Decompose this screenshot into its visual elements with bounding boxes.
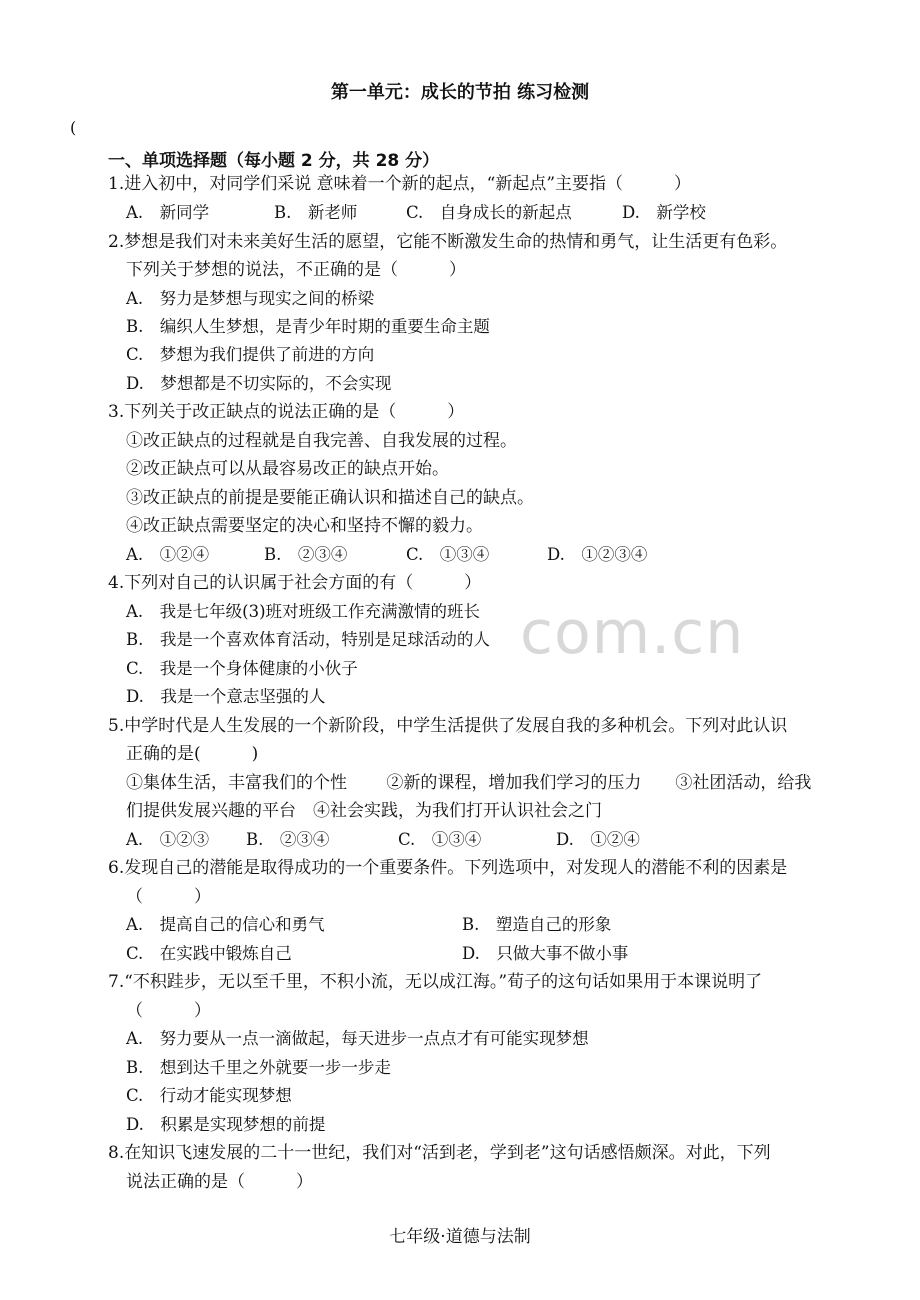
question-stem: 5.中学时代是人生发展的一个新阶段，中学生活提供了发展自我的多种机会。下列对此认识	[108, 716, 788, 736]
question-stem: 4.下列对自己的认识属于社会方面的有（ ）	[108, 573, 482, 593]
statement: ①集体生活，丰富我们的个性 ②新的课程，增加我们学习的压力 ③社团活动，给我	[126, 773, 812, 793]
option-a: A. 新同学	[126, 203, 210, 222]
option-c: C. 在实践中锻炼自己	[126, 944, 292, 963]
question-stem-cont: 正确的是( )	[126, 744, 259, 764]
statement: 们提供发展兴趣的平台 ④社会实践，为我们打开认识社会之门	[126, 801, 602, 821]
option-c: C. 行动才能实现梦想	[126, 1086, 292, 1105]
option-a: A. ①②③	[126, 830, 210, 849]
option-c: C. 梦想为我们提供了前进的方向	[126, 345, 375, 364]
statement: ③改正缺点的前提是要能正确认识和描述自己的缺点。	[126, 488, 534, 508]
option-c: C. 自身成长的新起点	[406, 203, 572, 222]
option-d: D. ①②③④	[547, 545, 648, 564]
option-a: A. 努力是梦想与现实之间的桥梁	[126, 289, 375, 308]
section-heading: 一、单项选择题（每小题 2 分，共 28 分）	[108, 151, 440, 171]
page-title: 第一单元：成长的节拍 练习检测	[330, 82, 590, 103]
option-c: C. 我是一个身体健康的小伙子	[126, 659, 358, 678]
statement: ①改正缺点的过程就是自我完善、自我发展的过程。	[126, 431, 517, 451]
question-stem-cont: （ ）	[126, 887, 211, 907]
option-d: D. 新学校	[622, 203, 706, 222]
question-stem: 6.发现自己的潜能是取得成功的一个重要条件。下列选项中，对发现人的潜能不利的因素是	[108, 858, 788, 878]
option-d: D. 梦想都是不切实际的，不会实现	[126, 374, 392, 393]
option-b: B. 想到达千里之外就要一步一步走	[126, 1058, 391, 1077]
question-stem: 3.下列关于改正缺点的说法正确的是（ ）	[108, 402, 465, 422]
question-stem-cont: 下列关于梦想的说法，不正确的是（ ）	[126, 260, 466, 280]
option-b: B. ②③④	[246, 830, 330, 849]
option-d: D. 积累是实现梦想的前提	[126, 1115, 326, 1134]
statement: ②改正缺点可以从最容易改正的缺点开始。	[126, 459, 449, 479]
option-b: B. 新老师	[274, 203, 358, 222]
question-stem-cont: 说法正确的是（ ）	[126, 1172, 313, 1192]
option-d: D. 我是一个意志坚强的人	[126, 687, 326, 706]
option-a: A. ①②④	[126, 545, 210, 564]
option-d: D. ①②④	[556, 830, 640, 849]
question-stem-cont: （ ）	[126, 1001, 211, 1021]
option-c: C. ①③④	[398, 830, 482, 849]
question-stem: 1.进入初中，对同学们采说 意味着一个新的起点，“新起点”主要指（ ）	[108, 174, 692, 194]
statement: ④改正缺点需要坚定的决心和坚持不懈的毅力。	[126, 516, 483, 536]
option-a: A. 我是七年级(3)班对班级工作充满激情的班长	[126, 602, 481, 621]
option-b: B. 我是一个喜欢体育活动，特别是足球活动的人	[126, 630, 490, 649]
question-stem: 2.梦想是我们对未来美好生活的愿望，它能不断激发生命的热情和勇气，让生活更有色彩。	[108, 232, 788, 252]
option-b: B. 塑造自己的形象	[462, 915, 612, 934]
option-d: D. 只做大事不做小事	[462, 944, 629, 963]
option-a: A. 努力要从一点一滴做起，每天进步一点点才有可能实现梦想	[126, 1029, 589, 1048]
watermark: com.cn	[520, 598, 745, 668]
option-b: B. 编织人生梦想，是青少年时期的重要生命主题	[126, 317, 490, 336]
stray-mark: (	[70, 118, 77, 137]
question-stem: 7.“不积跬步，无以至千里，不积小流，无以成江海。”荀子的这句话如果用于本课说明了	[108, 972, 763, 992]
option-a: A. 提高自己的信心和勇气	[126, 915, 325, 934]
option-c: C. ①③④	[406, 545, 490, 564]
page-footer: 七年级·道德与法制	[389, 1227, 531, 1247]
question-stem: 8.在知识飞速发展的二十一世纪，我们对“活到老，学到老”这句话感悟颇深。对此，下列	[108, 1143, 771, 1163]
option-b: B. ②③④	[264, 545, 348, 564]
